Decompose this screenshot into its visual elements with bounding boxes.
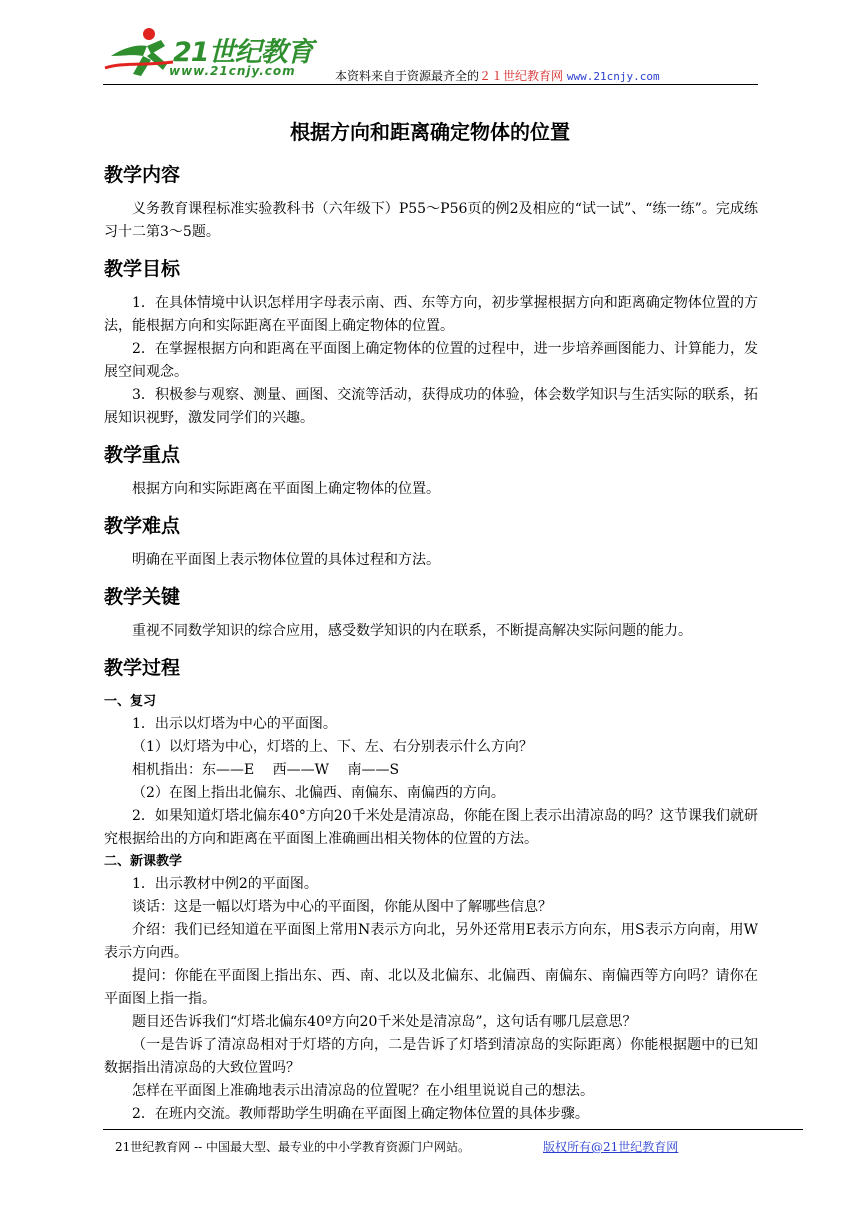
site-logo[interactable] [103, 22, 318, 82]
document-title: 根据方向和距离确定物体的位置 [290, 120, 570, 144]
heading-process: 教学过程 [104, 657, 181, 679]
header-note [335, 67, 660, 84]
new-discuss: 怎样在平面图上准确地表示出清凉岛的位置呢？在小组里说说自己的想法。 [132, 1083, 594, 1099]
header-url-link[interactable]: www.21cnjy.com [566, 70, 660, 83]
heading-teaching-goals: 教学目标 [104, 258, 181, 280]
header-brand-link[interactable]: ２１世纪教育网 [479, 69, 564, 83]
heading-difficulty: 教学难点 [104, 515, 181, 537]
new-intro: 介绍：我们已经知道在平面图上常用N表示方向北，另外还常用E表示方向东，用S表示方向南，用W表示方向西。 [104, 922, 758, 961]
subheading-new-lesson: 二、新课教学 [104, 854, 183, 869]
review-step-2: 2．如果知道灯塔北偏东40°方向20千米处是清凉岛，你能在图上表示出清凉岛的吗？这节课我们就研究根据给出的方向和距离在平面图上准确画出相关物体的位置的方法。 [104, 808, 758, 847]
goal-3: 3．积极参与观察、测量、画图、交流等活动，获得成功的体验，体会数学知识与生活实际的联系，拓展知识视野，激发同学们的兴趣。 [104, 387, 758, 426]
teaching-content-text: 义务教育课程标准实验教科书（六年级下）P55～P56页的例2及相应的“试一试”、“练一练”。完成练习十二第3～5题。 [104, 201, 758, 240]
heading-key-point: 教学重点 [104, 444, 181, 466]
goal-2: 2．在掌握根据方向和距离在平面图上确定物体的位置的过程中，进一步培养画图能力、计算能力，发展空间观念。 [104, 341, 758, 380]
new-step-2: 2．在班内交流。教师帮助学生明确在平面图上确定物体位置的具体步骤。 [132, 1106, 589, 1122]
review-question-2: （2）在图上指出北偏东、北偏西、南偏东、南偏西的方向。 [132, 785, 505, 801]
difficulty-text: 明确在平面图上表示物体位置的具体过程和方法。 [132, 552, 440, 568]
document-body [104, 158, 758, 1126]
key-point-text: 根据方向和实际距离在平面图上确定物体的位置。 [132, 481, 440, 497]
review-step-1: 1．出示以灯塔为中心的平面图。 [132, 716, 337, 732]
page-footer [103, 1129, 803, 1160]
review-question-1: （1）以灯塔为中心，灯塔的上、下、左、右分别表示什么方向？ [132, 739, 533, 755]
new-step-1: 1．出示教材中例2的平面图。 [132, 876, 318, 892]
logo-text: 21世纪教育 [173, 37, 313, 68]
review-note: 相机指出：东——E 西——W 南——S [132, 762, 400, 778]
footer-text: 21世纪教育网 -- 中国最大型、最专业的中小学教育资源门户网站。 [115, 1140, 471, 1154]
header-note-prefix: 本资料来自于资源最齐全的 [335, 69, 480, 83]
new-question: 提问：你能在平面图上指出东、西、南、北以及北偏东、北偏西、南偏东、南偏西等方向吗？请你在平面图上指一指。 [104, 968, 758, 1007]
page-header [103, 22, 758, 85]
footer-copyright-link[interactable]: 版权所有@21世纪教育网 [543, 1140, 679, 1154]
goal-1: 1．在具体情境中认识怎样用字母表示南、西、东等方向，初步掌握根据方向和距离确定物体位置的方法，能根据方向和实际距离在平面图上确定物体的位置。 [104, 295, 758, 334]
new-explain: （一是告诉了清凉岛相对于灯塔的方向，二是告诉了灯塔到清凉岛的实际距离）你能根据题中的已知数据指出清凉岛的大致位置吗？ [104, 1037, 758, 1076]
subheading-review: 一、复习 [104, 694, 157, 709]
heading-teaching-content: 教学内容 [104, 164, 181, 186]
heading-crux: 教学关键 [104, 586, 181, 608]
logo-url: www.21cnjy.com [169, 64, 296, 78]
new-talk: 谈话：这是一幅以灯塔为中心的平面图，你能从图中了解哪些信息？ [132, 899, 552, 915]
crux-text: 重视不同数学知识的综合应用，感受数学知识的内在联系，不断提高解决实际问题的能力。 [132, 623, 692, 639]
new-prompt: 题目还告诉我们“灯塔北偏东40º方向20千米处是清凉岛”，这句话有哪几层意思？ [132, 1014, 637, 1030]
